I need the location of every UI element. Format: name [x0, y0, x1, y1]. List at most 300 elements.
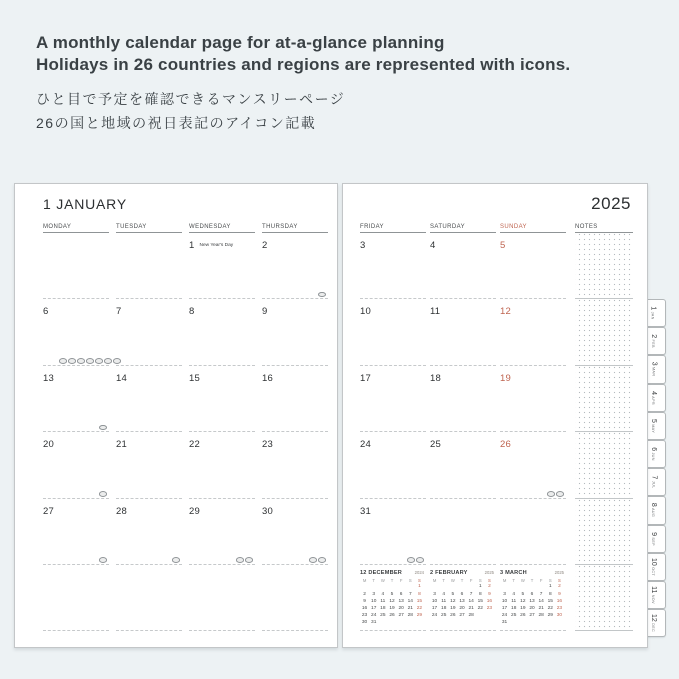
country-flag-icon — [556, 491, 564, 497]
month-tab-jan — [646, 299, 666, 327]
month-tab-abbr: JUN — [650, 451, 655, 461]
day-number: 20 — [43, 439, 54, 451]
month-tab-number: 10 — [650, 557, 658, 566]
notes-dot-grid-cell — [575, 565, 633, 631]
weekday-header: SATURDAY — [430, 224, 496, 233]
month-tab-number: 4 — [649, 390, 657, 395]
calendar-column-wednesday — [189, 224, 255, 631]
month-tab-number: 6 — [649, 447, 657, 452]
mini-day-number: 21 — [407, 605, 413, 611]
mini-day-letter: F — [539, 577, 543, 583]
mini-day-number: 15 — [547, 598, 553, 604]
mini-day-number: 1 — [548, 584, 552, 590]
mini-day-number — [527, 584, 536, 590]
mini-day-number: 20 — [398, 605, 404, 611]
month-tab-abbr: MAR — [650, 366, 655, 377]
mini-day-number — [509, 584, 518, 590]
mini-day-number — [537, 584, 546, 590]
mini-day-number: 25 — [441, 612, 447, 618]
day-cell — [500, 499, 566, 565]
day-cell — [189, 299, 255, 365]
month-tab-abbr: FEB — [650, 338, 655, 349]
mini-day-number: 2 — [488, 584, 491, 590]
mini-day-number — [537, 620, 546, 626]
mini-day-number: 10 — [501, 598, 508, 604]
calendar-column-saturday — [430, 224, 496, 631]
day-number: 4 — [430, 240, 436, 251]
mini-day-number: 19 — [520, 605, 526, 611]
country-flag-icon — [416, 557, 424, 563]
mini-day-letter: S — [408, 577, 412, 583]
mini-day-number: 5 — [451, 591, 455, 597]
calendar-column-friday — [360, 224, 426, 631]
mini-day-letter: S — [558, 577, 561, 583]
mini-day-number: 9 — [488, 591, 491, 597]
mini-day-number: 9 — [363, 598, 366, 604]
mini-day-number — [485, 613, 494, 619]
day-cell — [360, 565, 426, 631]
day-cell — [500, 366, 566, 432]
day-number: 30 — [262, 505, 273, 517]
weekday-header: MONDAY — [43, 224, 109, 233]
mini-day-number: 15 — [416, 598, 423, 604]
day-cell — [262, 233, 328, 299]
mini-day-letter: W — [450, 577, 455, 583]
calendar-left-page — [14, 183, 338, 648]
day-number: 11 — [430, 306, 441, 318]
day-number: 9 — [262, 306, 268, 318]
day-number: 5 — [500, 240, 506, 251]
mini-day-number: 25 — [380, 612, 386, 618]
month-tab-label — [647, 419, 665, 433]
mini-day-number — [457, 584, 466, 590]
mini-day-number: 19 — [389, 605, 395, 611]
mini-day-number: 16 — [556, 598, 563, 604]
month-tab-label — [647, 532, 665, 546]
day-cell — [189, 233, 255, 299]
country-flag-icon — [68, 358, 76, 364]
mini-day-letter: M — [432, 577, 437, 583]
country-flag-icon — [172, 557, 180, 563]
mini-day-number: 3 — [503, 591, 506, 597]
month-tab-label — [647, 391, 665, 405]
day-cell — [430, 299, 496, 365]
month-tab-label — [647, 586, 665, 604]
day-cell — [500, 432, 566, 498]
mini-day-number: 28 — [407, 612, 413, 618]
holiday-country-icons — [98, 557, 107, 563]
day-cell — [189, 366, 255, 432]
day-cell — [116, 565, 182, 631]
notes-dot-grid-cell — [575, 299, 633, 365]
country-flag-icon — [99, 491, 107, 497]
month-tab-number: 3 — [649, 362, 657, 367]
mini-day-number: 17 — [371, 605, 377, 611]
day-number: 7 — [116, 306, 122, 318]
mini-day-number: 22 — [477, 605, 483, 611]
mini-calendar-grid — [430, 578, 494, 618]
caption-jp-line1: ひと目で予定を確認できるマンスリーページ — [36, 91, 346, 107]
month-tab-label — [647, 306, 665, 319]
mini-day-number — [518, 584, 527, 590]
day-cell — [189, 499, 255, 565]
month-tab-dec — [646, 609, 666, 637]
mini-day-letter: S — [478, 577, 482, 583]
mini-day-letter: T — [530, 577, 534, 583]
mini-day-number: 8 — [418, 591, 421, 597]
calendar-column-monday — [43, 224, 109, 631]
day-cell — [360, 299, 426, 365]
country-flag-icon — [547, 491, 555, 497]
mini-day-number: 8 — [478, 591, 482, 597]
day-number: 10 — [360, 306, 371, 318]
month-tab-number: 1 — [650, 306, 657, 311]
mini-day-number: 12 — [450, 598, 456, 604]
holiday-country-icons — [317, 292, 326, 298]
mini-day-number — [378, 620, 387, 626]
year-label: 2025 — [591, 194, 631, 213]
country-flag-icon — [59, 358, 67, 364]
mini-day-number: 18 — [511, 605, 517, 611]
day-cell — [500, 299, 566, 365]
mini-day-number: 27 — [529, 612, 535, 618]
mini-day-letter: S — [418, 577, 421, 583]
mini-day-number: 7 — [539, 591, 543, 597]
mini-day-number: 23 — [486, 605, 493, 611]
mini-day-number: 24 — [501, 612, 508, 618]
day-number: 26 — [500, 439, 511, 451]
day-cell — [360, 432, 426, 498]
calendar-column-thursday — [262, 224, 328, 631]
mini-day-number: 24 — [371, 612, 377, 618]
mini-day-number: 9 — [558, 591, 561, 597]
day-cell — [360, 233, 426, 299]
month-tab-number: 7 — [649, 475, 657, 480]
month-tab-label — [647, 447, 665, 461]
day-number: 19 — [500, 372, 511, 384]
day-cell — [262, 565, 328, 631]
day-cell — [430, 565, 496, 631]
mini-day-number: 27 — [459, 612, 465, 618]
mini-day-number — [369, 584, 378, 590]
mini-day-number: 6 — [399, 591, 403, 597]
mini-day-number: 3 — [433, 591, 436, 597]
day-number: 28 — [116, 505, 127, 517]
calendar-column-tuesday — [116, 224, 182, 631]
month-tab-label — [647, 558, 665, 576]
mini-day-letter: F — [399, 577, 403, 583]
country-flag-icon — [77, 358, 85, 364]
country-flag-icon — [236, 557, 244, 563]
mini-day-number: 14 — [538, 598, 544, 604]
mini-day-number: 13 — [398, 598, 404, 604]
notes-dot-grid-cell — [575, 432, 633, 498]
mini-day-number — [509, 620, 518, 626]
mini-day-number: 4 — [442, 591, 446, 597]
mini-day-number: 11 — [380, 598, 386, 604]
calendar-right-page — [342, 183, 648, 648]
caption-en-line1: A monthly calendar page for at-a-glance planning — [36, 33, 445, 52]
holiday-label: New Year's Day — [199, 243, 234, 248]
day-cell — [360, 366, 426, 432]
mini-day-number: 7 — [469, 591, 473, 597]
day-cell — [43, 299, 109, 365]
mini-day-number: 4 — [381, 591, 385, 597]
holiday-country-icons — [235, 557, 253, 563]
day-cell — [189, 432, 255, 498]
day-cell — [430, 499, 496, 565]
mini-day-number: 4 — [512, 591, 516, 597]
day-number: 29 — [189, 505, 200, 517]
day-cell — [116, 366, 182, 432]
country-flag-icon — [99, 557, 107, 563]
mini-day-number: 23 — [556, 605, 563, 611]
mini-calendar-title: 12 DECEMBER — [360, 569, 402, 576]
mini-day-number: 8 — [548, 591, 552, 597]
mini-day-number: 31 — [371, 619, 377, 625]
country-flag-icon — [86, 358, 94, 364]
mini-day-letter: S — [548, 577, 552, 583]
day-number: 6 — [43, 306, 49, 318]
holiday-country-icons — [58, 358, 121, 364]
notes-dot-grid-cell — [575, 499, 633, 565]
day-cell — [189, 565, 255, 631]
month-tab-number: 5 — [649, 418, 657, 423]
holiday-country-icons — [98, 491, 107, 497]
day-number: 16 — [262, 372, 273, 384]
day-number: 17 — [360, 372, 371, 384]
mini-day-number — [378, 584, 387, 590]
mini-day-number: 29 — [547, 612, 553, 618]
mini-day-number — [476, 613, 485, 619]
mini-day-number: 22 — [416, 605, 423, 611]
month-tab-label — [647, 335, 665, 349]
mini-day-number: 1 — [478, 584, 482, 590]
mini-day-letter: T — [512, 577, 515, 583]
day-number: 31 — [360, 505, 371, 517]
mini-day-letter: T — [390, 577, 394, 583]
month-tab-label — [647, 503, 665, 517]
mini-day-number: 6 — [460, 591, 464, 597]
day-cell — [116, 299, 182, 365]
mini-calendar-grid — [360, 578, 424, 626]
mini-day-number — [387, 584, 396, 590]
month-tab-abbr: JUL — [650, 479, 655, 489]
mini-calendar-header — [430, 570, 494, 576]
country-flag-icon — [245, 557, 253, 563]
day-cell — [262, 432, 328, 498]
month-tab-number: 11 — [649, 586, 657, 594]
month-tab-feb — [646, 327, 666, 355]
country-flag-icon — [95, 358, 103, 364]
day-cell — [116, 432, 182, 498]
day-cell — [262, 366, 328, 432]
mini-calendar-year: 2025 — [554, 569, 564, 575]
mini-day-number: 28 — [538, 612, 544, 618]
mini-day-number — [546, 620, 555, 626]
weekday-header: FRIDAY — [360, 224, 426, 233]
mini-calendar-year: 2025 — [484, 569, 494, 575]
month-tab-number: 12 — [650, 614, 658, 623]
month-tab-abbr: AUG — [651, 507, 655, 518]
mini-day-letter: T — [460, 577, 464, 583]
month-tab-aug — [646, 496, 666, 524]
mini-day-number — [448, 584, 457, 590]
mini-calendar-header — [360, 570, 424, 576]
mini-calendar-year: 2024 — [414, 569, 424, 575]
mini-calendar-title: 2 FEBRUARY — [430, 569, 468, 576]
mini-day-number: 27 — [398, 612, 404, 618]
mini-day-number: 13 — [529, 598, 535, 604]
weekday-header: WEDNESDAY — [189, 224, 255, 233]
mini-day-number: 1 — [418, 584, 421, 590]
month-tab-label — [647, 614, 665, 632]
month-tab-abbr: APR — [650, 394, 655, 405]
mini-day-letter: F — [469, 577, 473, 583]
mini-day-number: 21 — [468, 605, 474, 611]
mini-day-number — [518, 620, 527, 626]
calendar-column-sunday — [500, 224, 566, 631]
mini-day-letter: T — [372, 577, 375, 583]
mini-day-number: 29 — [416, 612, 423, 618]
month-tab-jun — [646, 440, 666, 468]
mini-day-number — [527, 620, 536, 626]
day-number: 13 — [43, 372, 54, 384]
day-cell — [500, 565, 566, 631]
mini-calendar-title: 3 MARCH — [500, 569, 527, 576]
mini-day-number: 22 — [547, 605, 553, 611]
day-cell — [262, 299, 328, 365]
mini-day-number: 16 — [486, 598, 493, 604]
notes-header: NOTES — [575, 224, 633, 233]
caption-en-line2: Holidays in 26 countries and regions are represented with icons. — [36, 55, 571, 74]
mini-day-number: 6 — [530, 591, 534, 597]
month-tab-sep — [646, 525, 666, 553]
mini-day-number: 28 — [468, 612, 474, 618]
mini-day-number: 2 — [363, 591, 366, 597]
mini-day-number: 18 — [441, 605, 447, 611]
mini-day-number: 21 — [538, 605, 544, 611]
day-number: 24 — [360, 439, 371, 451]
day-cell — [43, 565, 109, 631]
month-tab-jul — [646, 468, 666, 496]
day-number: 27 — [43, 505, 54, 517]
caption-block — [36, 32, 570, 135]
day-cell — [430, 233, 496, 299]
day-cell — [43, 432, 109, 498]
day-cell — [430, 366, 496, 432]
month-tab-may — [646, 412, 666, 440]
notes-dot-grid-cell — [575, 366, 633, 432]
day-cell — [43, 233, 109, 299]
mini-day-number: 5 — [521, 591, 525, 597]
day-cell — [500, 233, 566, 299]
mini-day-letter: S — [488, 577, 491, 583]
mini-day-letter: M — [502, 577, 507, 583]
mini-day-number: 10 — [371, 598, 377, 604]
month-tab-abbr: SEP — [650, 535, 655, 546]
mini-day-number: 30 — [361, 619, 368, 625]
mini-day-number — [360, 584, 369, 590]
mini-day-number: 25 — [511, 612, 517, 618]
country-flag-icon — [407, 557, 415, 563]
mini-day-number: 26 — [450, 612, 456, 618]
mini-day-number: 26 — [389, 612, 395, 618]
mini-day-number: 17 — [501, 605, 508, 611]
notes-dot-grid-cell — [575, 233, 633, 299]
mini-day-number: 12 — [520, 598, 526, 604]
mini-day-number: 30 — [556, 612, 563, 618]
mini-day-number — [439, 584, 448, 590]
country-flag-icon — [318, 292, 326, 298]
month-tab-number: 8 — [650, 503, 657, 508]
mini-day-number — [467, 584, 476, 590]
month-tab-apr — [646, 384, 666, 412]
mini-day-number — [555, 620, 564, 626]
mini-day-number: 31 — [501, 619, 508, 625]
mini-day-number: 14 — [407, 598, 413, 604]
mini-calendar — [360, 570, 424, 626]
day-number: 22 — [189, 439, 200, 451]
country-flag-icon — [104, 358, 112, 364]
month-tab-label — [647, 476, 665, 489]
month-title: 1 JANUARY — [43, 196, 127, 212]
day-number: 25 — [430, 439, 441, 451]
mini-day-number: 18 — [380, 605, 386, 611]
mini-day-number: 7 — [408, 591, 412, 597]
notes-column — [575, 224, 633, 631]
day-cell — [43, 366, 109, 432]
holiday-country-icons — [171, 557, 180, 563]
month-tab-mar — [646, 355, 666, 383]
day-number: 21 — [116, 439, 127, 451]
holiday-country-icons — [406, 557, 424, 563]
caption-jp-line2: 26の国と地域の祝日表記のアイコン記載 — [36, 115, 317, 131]
day-cell — [43, 499, 109, 565]
mini-day-number — [430, 584, 439, 590]
country-flag-icon — [309, 557, 317, 563]
month-tab-nov — [646, 581, 666, 609]
day-cell — [116, 499, 182, 565]
month-tab-abbr: DEC — [651, 622, 656, 633]
mini-day-number: 11 — [441, 598, 447, 604]
mini-day-number: 17 — [431, 605, 438, 611]
mini-day-number: 20 — [529, 605, 535, 611]
mini-day-number: 19 — [450, 605, 456, 611]
weekday-header: TUESDAY — [116, 224, 182, 233]
mini-day-letter: W — [380, 577, 385, 583]
mini-day-letter: T — [442, 577, 445, 583]
mini-day-number — [406, 584, 415, 590]
mini-day-number: 26 — [520, 612, 526, 618]
day-number: 15 — [189, 372, 200, 384]
country-flag-icon — [318, 557, 326, 563]
mini-day-number — [387, 620, 396, 626]
day-number: 18 — [430, 372, 441, 384]
day-number: 2 — [262, 240, 268, 251]
month-tab-number: 2 — [649, 334, 657, 339]
mini-day-number: 16 — [361, 605, 368, 611]
mini-day-number: 11 — [511, 598, 517, 604]
mini-calendar — [430, 570, 494, 618]
weekday-header: THURSDAY — [262, 224, 328, 233]
day-number: 23 — [262, 439, 273, 451]
holiday-country-icons — [546, 491, 564, 497]
holiday-country-icons — [98, 425, 107, 431]
mini-day-number: 3 — [372, 591, 376, 597]
mini-calendar — [500, 570, 564, 626]
mini-day-number: 14 — [468, 598, 474, 604]
